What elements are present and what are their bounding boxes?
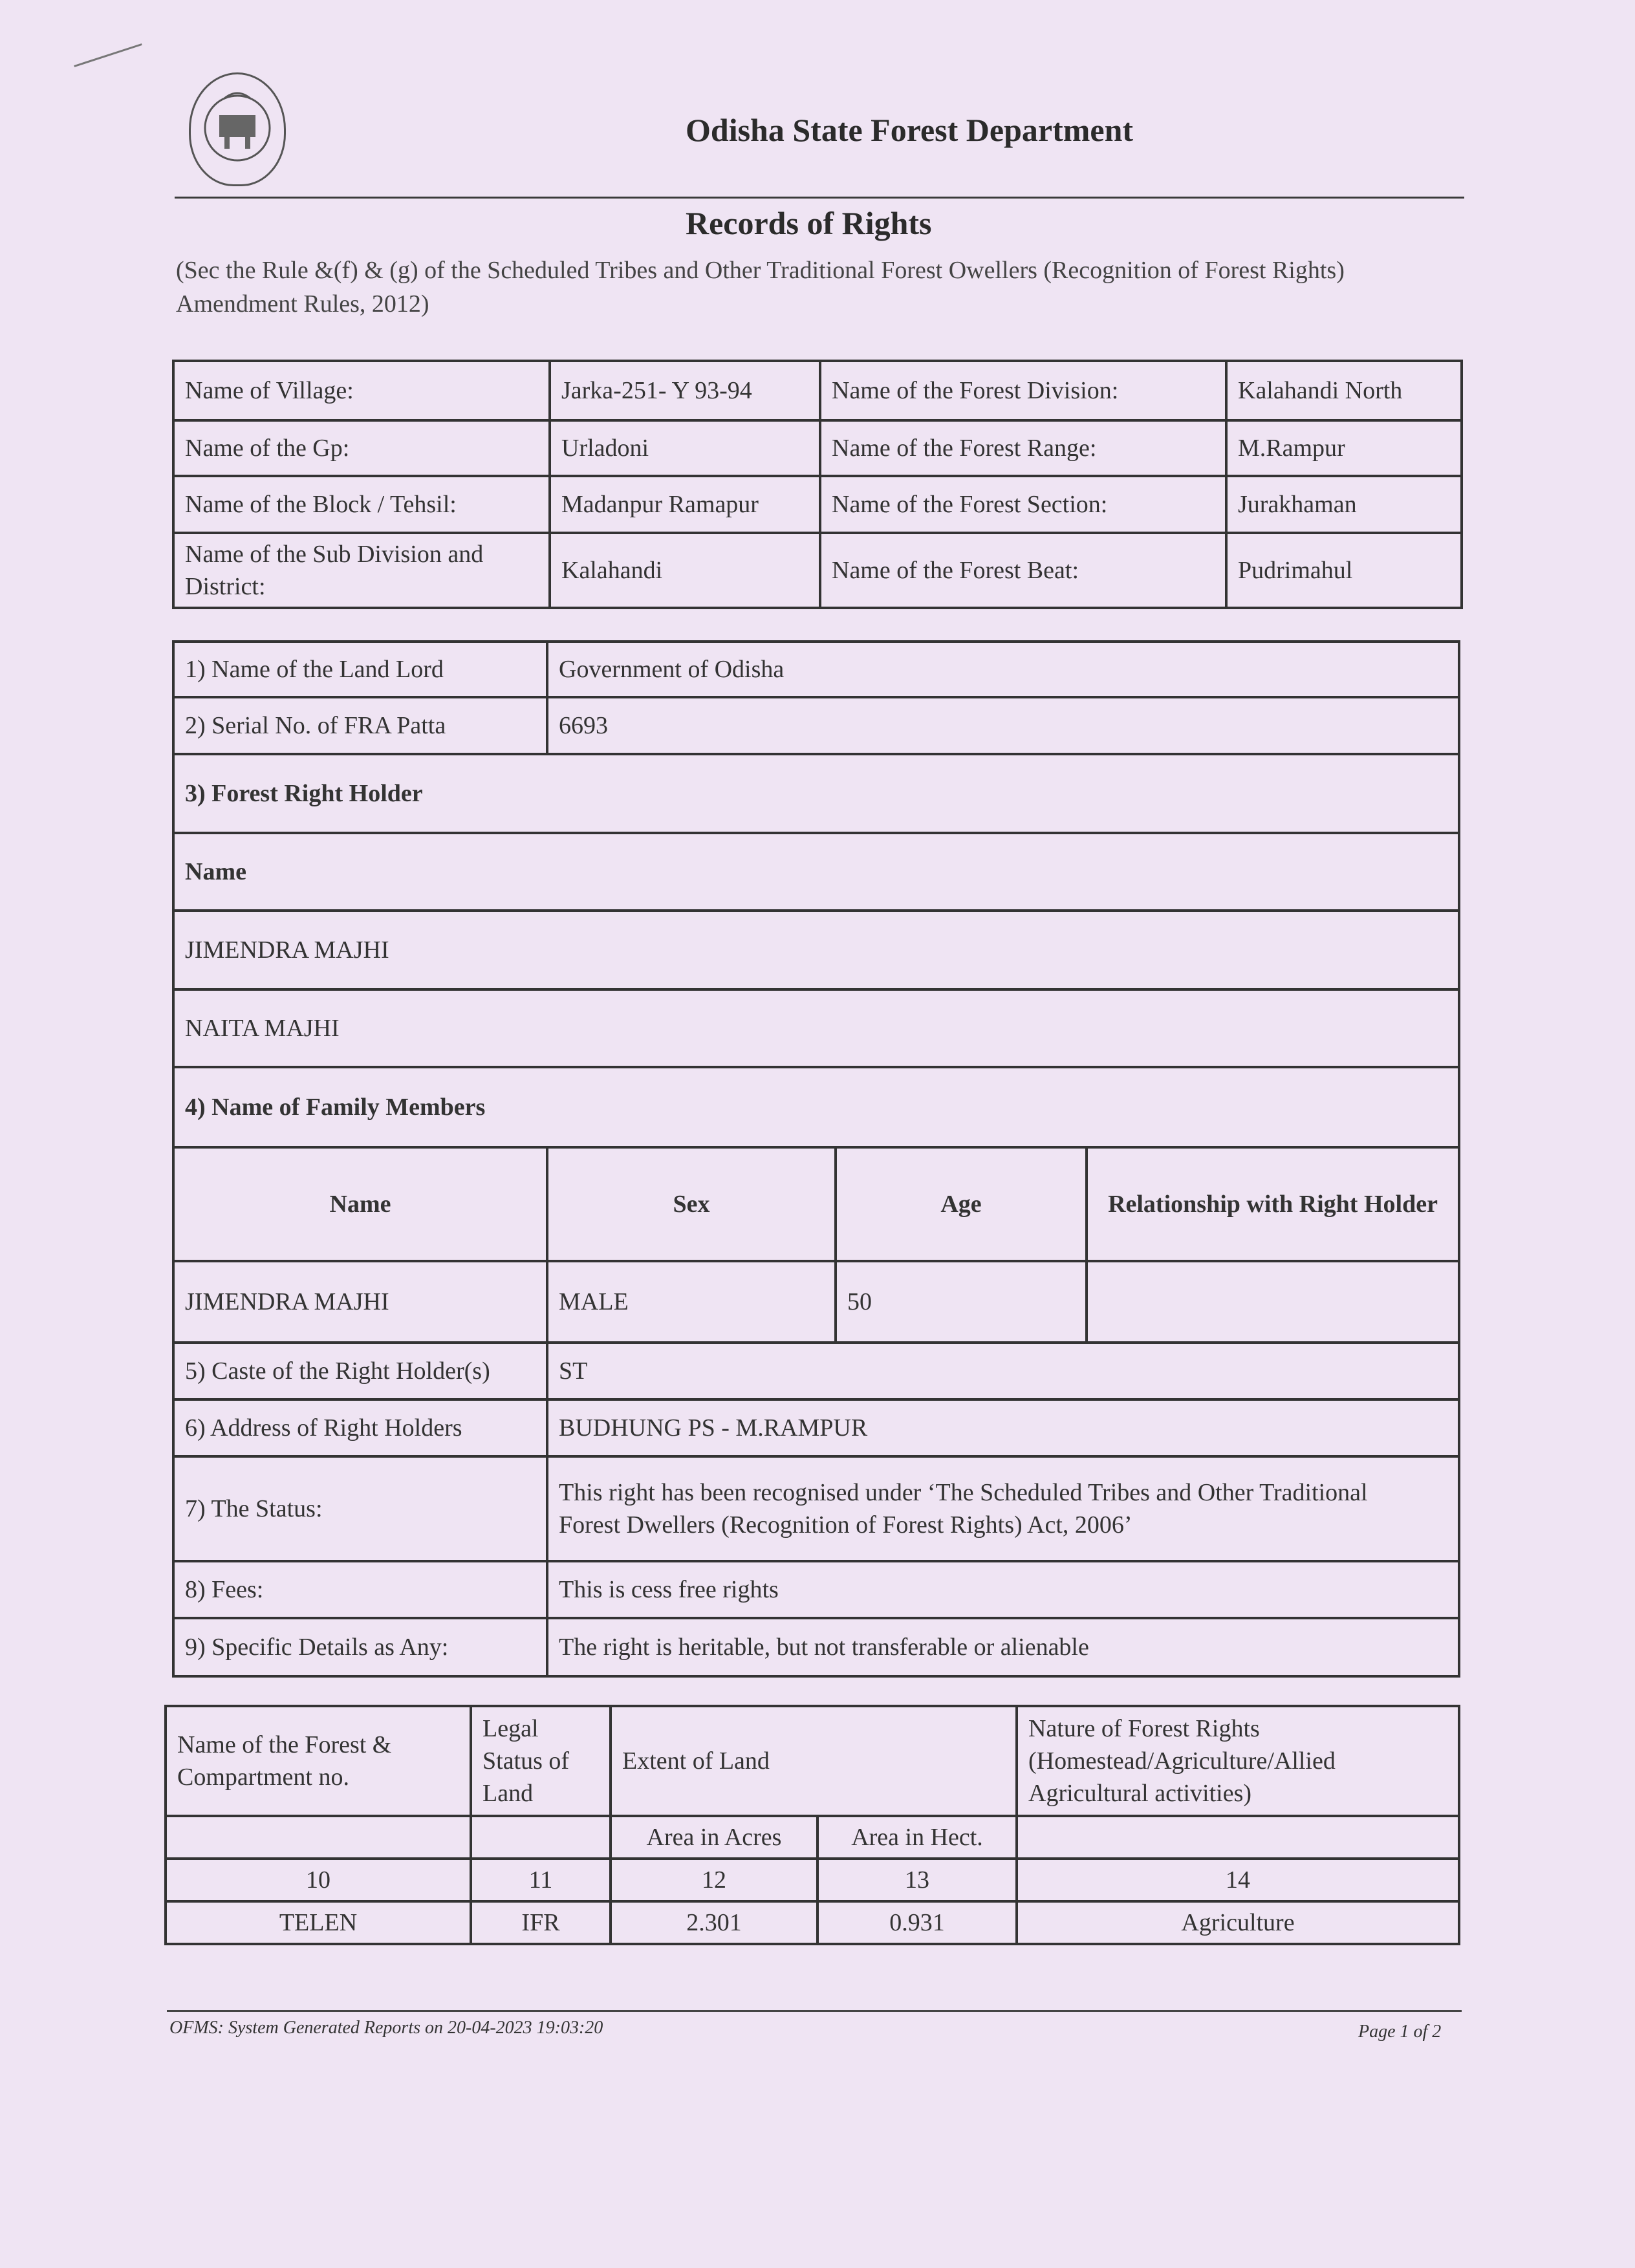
forest-range-label: Name of the Forest Range: xyxy=(820,420,1226,476)
page-number: Page 1 of 2 xyxy=(1358,2022,1442,2042)
col-number: 11 xyxy=(471,1859,611,1901)
sub-hect: Area in Hect. xyxy=(817,1816,1017,1859)
empty-cell xyxy=(1017,1816,1459,1859)
family-col-sex: Sex xyxy=(547,1147,836,1261)
col-extent: Extent of Land xyxy=(611,1706,1017,1816)
footer-divider xyxy=(167,2010,1462,2012)
empty-cell xyxy=(166,1816,471,1859)
land-lord-label: 1) Name of the Land Lord xyxy=(173,642,547,697)
sub-division-label: Name of the Sub Division and District: xyxy=(173,533,550,608)
caste-label: 5) Caste of the Right Holder(s) xyxy=(173,1343,547,1399)
table-row xyxy=(173,1067,1459,1147)
table-row xyxy=(173,476,1462,533)
holder-name: JIMENDRA MAJHI xyxy=(173,911,1459,989)
fees-label: 8) Fees: xyxy=(173,1561,547,1618)
table-row xyxy=(173,1261,1459,1343)
forest-beat-label: Name of the Forest Beat: xyxy=(820,533,1226,608)
status-line-1: This right has been recognised under ‘The Scheduled Tribes and Other Traditional xyxy=(559,1479,1368,1506)
document-title: Records of Rights xyxy=(686,205,932,241)
family-member-age: 50 xyxy=(836,1261,1087,1343)
forest-division-label: Name of the Forest Division: xyxy=(820,361,1226,420)
table-row xyxy=(166,1859,1459,1901)
holder-name: NAITA MAJHI xyxy=(173,989,1459,1067)
area-hect: 0.931 xyxy=(817,1901,1017,1944)
table-row xyxy=(173,754,1459,833)
staple-mark xyxy=(74,43,142,67)
family-col-name: Name xyxy=(173,1147,547,1261)
address-value: BUDHUNG PS - M.RAMPUR xyxy=(547,1399,1459,1456)
family-member-relationship xyxy=(1087,1261,1459,1343)
forest-range-value: M.Rampur xyxy=(1226,420,1462,476)
family-member-sex: MALE xyxy=(547,1261,836,1343)
table-row xyxy=(173,642,1459,697)
status-value xyxy=(547,1456,1459,1561)
table-row xyxy=(173,1343,1459,1399)
family-col-relationship: Relationship with Right Holder xyxy=(1087,1147,1459,1261)
forest-name: TELEN xyxy=(166,1901,471,1944)
forest-section-value: Jurakhaman xyxy=(1226,476,1462,533)
col-number: 14 xyxy=(1017,1859,1459,1901)
village-value: Jarka-251- Y 93-94 xyxy=(550,361,820,420)
gp-label: Name of the Gp: xyxy=(173,420,550,476)
col-forest-compartment: Name of the Forest & Compartment no. xyxy=(166,1706,471,1816)
gp-value: Urladoni xyxy=(550,420,820,476)
family-col-age: Age xyxy=(836,1147,1087,1261)
address-label: 6) Address of Right Holders xyxy=(173,1399,547,1456)
generated-timestamp: OFMS: System Generated Reports on 20-04-2023 19:03:20 xyxy=(169,2018,603,2038)
forest-division-value: Kalahandi North xyxy=(1226,361,1462,420)
table-row xyxy=(173,989,1459,1067)
table-row xyxy=(173,1147,1459,1261)
family-member-name: JIMENDRA MAJHI xyxy=(173,1261,547,1343)
location-table xyxy=(172,360,1463,609)
serial-value: 6693 xyxy=(547,697,1459,754)
table-row xyxy=(173,420,1462,476)
table-row xyxy=(173,911,1459,989)
land-lord-value: Government of Odisha xyxy=(547,642,1459,697)
sub-acres: Area in Acres xyxy=(611,1816,817,1859)
document-subtitle: (Sec the Rule &(f) & (g) of the Scheduled Tribes and Other Traditional Forest Owellers (Recognition of Forest Rights) Amendment Rules, 2012) xyxy=(176,257,1345,318)
area-acres: 2.301 xyxy=(611,1901,817,1944)
organization-title: Odisha State Forest Department xyxy=(686,112,1134,148)
details-table xyxy=(172,640,1460,1678)
specific-label: 9) Specific Details as Any: xyxy=(173,1618,547,1676)
sub-division-value: Kalahandi xyxy=(550,533,820,608)
caste-value: ST xyxy=(547,1343,1459,1399)
specific-value: The right is heritable, but not transferable or alienable xyxy=(547,1618,1459,1676)
status-line-2: Forest Dwellers (Recognition of Forest Rights) Act, 2006’ xyxy=(559,1511,1132,1539)
col-number: 10 xyxy=(166,1859,471,1901)
table-row xyxy=(173,533,1462,608)
table-row xyxy=(173,697,1459,754)
holder-heading: 3) Forest Right Holder xyxy=(173,754,1459,833)
nature-of-rights: Agriculture xyxy=(1017,1901,1459,1944)
table-row xyxy=(173,1618,1459,1676)
village-label: Name of Village: xyxy=(173,361,550,420)
block-label: Name of the Block / Tehsil: xyxy=(173,476,550,533)
table-row xyxy=(173,833,1459,911)
odisha-emblem-icon xyxy=(189,72,286,186)
col-number: 12 xyxy=(611,1859,817,1901)
table-row xyxy=(173,1399,1459,1456)
table-row xyxy=(173,1561,1459,1618)
serial-label: 2) Serial No. of FRA Patta xyxy=(173,697,547,754)
col-number: 13 xyxy=(817,1859,1017,1901)
status-label: 7) The Status: xyxy=(173,1456,547,1561)
empty-cell xyxy=(471,1816,611,1859)
block-value: Madanpur Ramapur xyxy=(550,476,820,533)
fees-value: This is cess free rights xyxy=(547,1561,1459,1618)
table-row xyxy=(166,1816,1459,1859)
table-row xyxy=(173,361,1462,420)
table-row xyxy=(166,1706,1459,1816)
forest-beat-value: Pudrimahul xyxy=(1226,533,1462,608)
land-table xyxy=(164,1705,1460,1945)
col-nature: Nature of Forest Rights (Homestead/Agriculture/Allied Agricultural activities) xyxy=(1017,1706,1459,1816)
family-heading: 4) Name of Family Members xyxy=(173,1067,1459,1147)
forest-section-label: Name of the Forest Section: xyxy=(820,476,1226,533)
table-row xyxy=(166,1901,1459,1944)
table-row xyxy=(173,1456,1459,1561)
header-divider xyxy=(175,197,1464,199)
col-legal-status: Legal Status of Land xyxy=(471,1706,611,1816)
legal-status: IFR xyxy=(471,1901,611,1944)
name-heading: Name xyxy=(173,833,1459,911)
